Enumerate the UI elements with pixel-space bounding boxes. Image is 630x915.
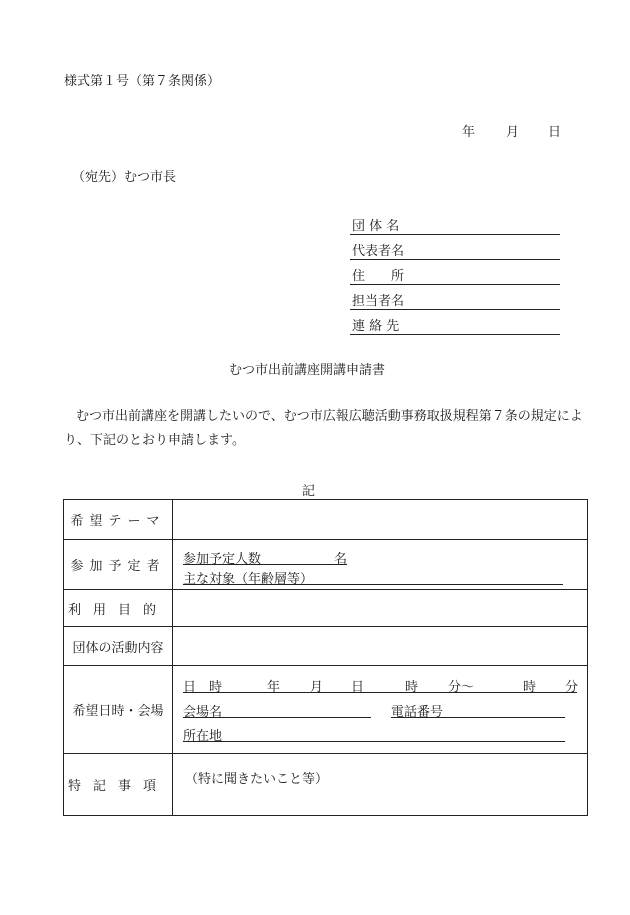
participants-target-label: 主な対象（年齢層等） [183, 572, 314, 587]
purpose-label-cell [64, 590, 173, 627]
theme-input-cell[interactable] [173, 500, 588, 540]
venue-address-label: 所在地 [183, 729, 223, 744]
participants-target-field[interactable] [183, 568, 563, 585]
datetime-input-cell [173, 666, 588, 754]
date-month: 月 [506, 125, 520, 140]
notes-input-cell[interactable] [173, 754, 588, 816]
datetime-label-cell [64, 666, 173, 754]
notes-label-cell [64, 754, 173, 816]
venue-name-label: 会場名 [183, 705, 223, 720]
venue-phone-field[interactable] [391, 701, 565, 718]
applicant-contact-person-field[interactable] [350, 289, 560, 310]
addressee: （宛先）むつ市長 [72, 170, 177, 185]
datetime-minute-end: 分 [565, 680, 579, 695]
activity-input-cell[interactable] [173, 627, 588, 666]
table-row [64, 540, 588, 590]
datetime-prefix: 日 時 [183, 680, 223, 695]
notes-label: 特記事項 [67, 779, 168, 794]
table-row [64, 590, 588, 627]
applicant-rep-field[interactable] [350, 239, 560, 260]
body-text: むつ市出前講座を開講したいので、むつ市広報広聴活動事務取扱規程第７条の規定により、下記のとおり申請します。 [64, 409, 583, 448]
participants-count-label: 参加予定人数 [183, 552, 262, 567]
applicant-rep-label: 代表者名 [352, 244, 405, 259]
venue-name-field[interactable] [183, 701, 371, 718]
participants-count-field[interactable] [183, 548, 347, 565]
application-table [63, 499, 588, 816]
datetime-day: 日 [351, 680, 365, 695]
datetime-hour-end: 時 [523, 680, 537, 695]
datetime-field[interactable] [183, 676, 577, 693]
datetime-month: 月 [310, 680, 324, 695]
datetime-minute-start: 分～ [448, 680, 475, 695]
date-line [462, 121, 562, 140]
form-number: 様式第１号（第７条関係） [64, 74, 221, 89]
notes-hint: （特に聞きたいこと等） [185, 772, 329, 787]
table-row [64, 500, 588, 540]
table-row [64, 754, 588, 816]
datetime-year: 年 [267, 680, 281, 695]
document-title: むつ市出前講座開講申請書 [229, 363, 386, 378]
applicant-contact-person-label: 担当者名 [352, 294, 405, 309]
applicant-address-field[interactable] [350, 264, 560, 285]
applicant-phone-field[interactable] [350, 314, 560, 335]
date-year: 年 [462, 125, 476, 140]
activity-label-cell [64, 627, 173, 666]
datetime-label: 希望日時・会場 [72, 704, 164, 719]
applicant-phone-label: 連 絡 先 [352, 319, 400, 334]
applicant-org-label: 団 体 名 [352, 219, 400, 234]
date-day: 日 [548, 125, 562, 140]
theme-label: 希望テーマ [70, 514, 166, 529]
applicant-org-field[interactable] [350, 214, 560, 235]
ki-marker: 記 [302, 484, 316, 499]
participants-label-cell [64, 540, 173, 590]
activity-label: 団体の活動内容 [72, 640, 164, 656]
table-row [64, 627, 588, 666]
applicant-address-label: 住 所 [352, 269, 405, 284]
purpose-label: 利用目的 [67, 602, 168, 618]
participants-unit: 名 [333, 552, 347, 567]
participants-label: 参加予定者 [70, 559, 166, 574]
participants-input-cell [173, 540, 588, 590]
theme-label-cell [64, 500, 173, 540]
applicant-block [350, 214, 560, 339]
venue-address-field[interactable] [183, 725, 565, 742]
venue-phone-label: 電話番号 [391, 705, 444, 720]
purpose-input-cell[interactable] [173, 590, 588, 627]
datetime-hour-start: 時 [405, 680, 419, 695]
table-row [64, 666, 588, 754]
